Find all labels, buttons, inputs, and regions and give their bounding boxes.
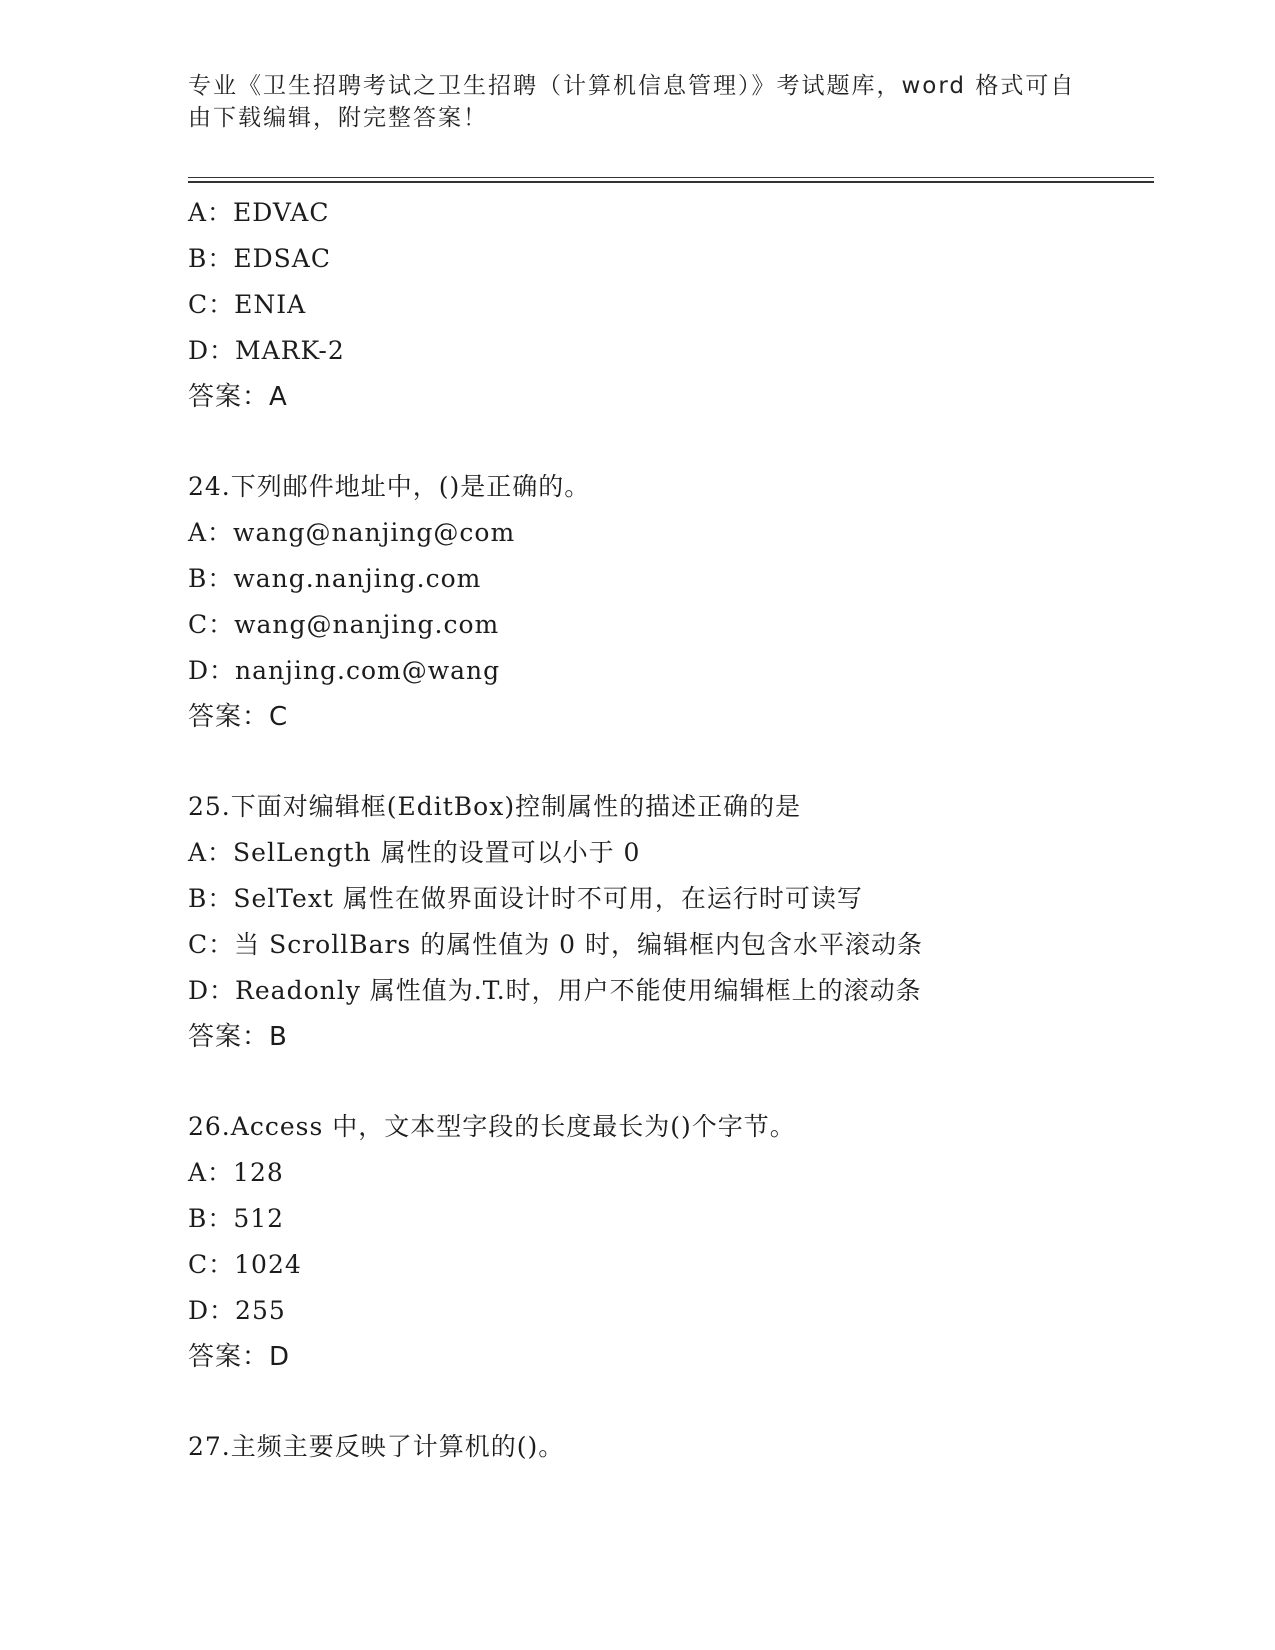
option-b: B：wang.nanjing.com bbox=[188, 564, 482, 593]
option-a: A：SelLength 属性的设置可以小于 0 bbox=[188, 838, 641, 867]
document-header bbox=[188, 70, 1088, 134]
question-25 bbox=[188, 784, 1148, 1060]
header-line-2: 由下载编辑，附完整答案！ bbox=[188, 105, 488, 131]
spacer bbox=[188, 1380, 1148, 1424]
option-c: C：ENIA bbox=[188, 290, 307, 319]
question-text: 25.下面对编辑框(EditBox)控制属性的描述正确的是 bbox=[188, 792, 802, 821]
option-b: B：512 bbox=[188, 1204, 285, 1233]
header-line-1: 专业《卫生招聘考试之卫生招聘（计算机信息管理）》考试题库，word 格式可自 bbox=[188, 73, 1076, 99]
question-text: 24.下列邮件地址中，()是正确的。 bbox=[188, 472, 591, 501]
header-divider-thick bbox=[188, 181, 1154, 183]
option-a: A：128 bbox=[188, 1158, 284, 1187]
option-c: C：wang@nanjing.com bbox=[188, 610, 500, 639]
question-text: 26.Access 中，文本型字段的长度最长为()个字节。 bbox=[188, 1112, 796, 1141]
header-divider-thin bbox=[188, 177, 1154, 178]
spacer bbox=[188, 1060, 1148, 1104]
option-c: C：1024 bbox=[188, 1250, 302, 1279]
question-list bbox=[188, 190, 1148, 1470]
option-c: C：当 ScrollBars 的属性值为 0 时，编辑框内包含水平滚动条 bbox=[188, 930, 924, 959]
question-27 bbox=[188, 1424, 1148, 1470]
question-24 bbox=[188, 464, 1148, 740]
answer-line: 答案：C bbox=[188, 702, 289, 732]
option-b: B：SelText 属性在做界面设计时不可用，在运行时可读写 bbox=[188, 884, 863, 913]
question-23 bbox=[188, 190, 1148, 420]
option-b: B：EDSAC bbox=[188, 244, 331, 273]
answer-line: 答案：B bbox=[188, 1022, 288, 1052]
option-d: D：MARK-2 bbox=[188, 336, 345, 365]
answer-line: 答案：A bbox=[188, 382, 288, 412]
option-d: D：255 bbox=[188, 1296, 286, 1325]
option-a: A：wang@nanjing@com bbox=[188, 518, 516, 547]
spacer bbox=[188, 740, 1148, 784]
spacer bbox=[188, 420, 1148, 464]
option-d: D：nanjing.com@wang bbox=[188, 656, 501, 685]
option-a: A：EDVAC bbox=[188, 198, 330, 227]
question-26 bbox=[188, 1104, 1148, 1380]
answer-line: 答案：D bbox=[188, 1342, 291, 1372]
option-d: D：Readonly 属性值为.T.时，用户不能使用编辑框上的滚动条 bbox=[188, 976, 922, 1005]
question-text: 27.主频主要反映了计算机的()。 bbox=[188, 1432, 565, 1461]
